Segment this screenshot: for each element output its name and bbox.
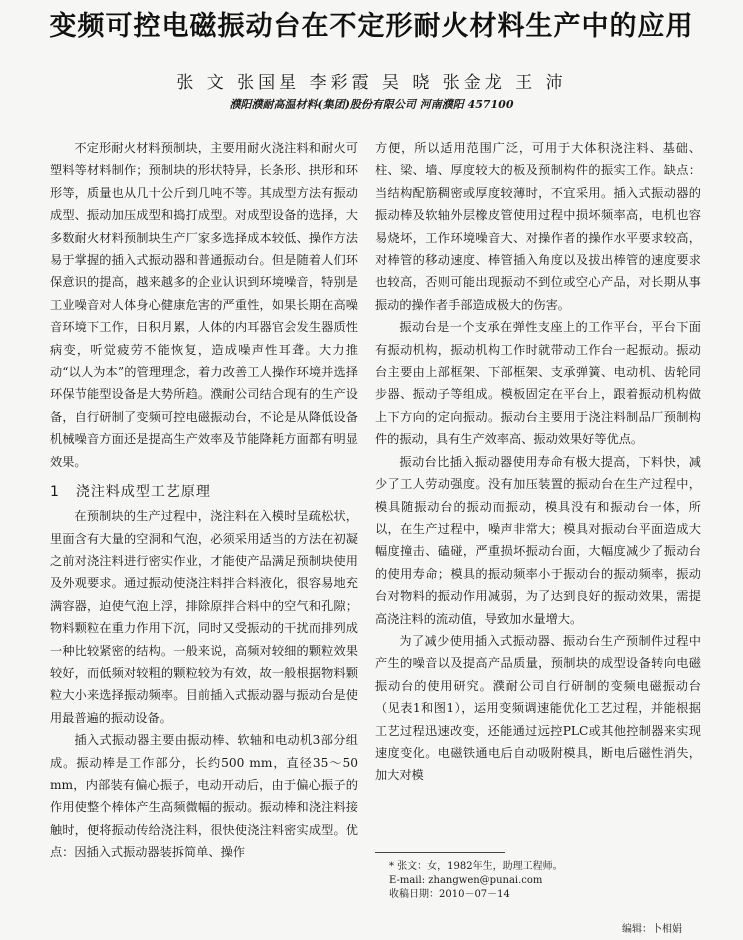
footnote-received-date: 收稿日期：2010－07－14 — [389, 889, 510, 900]
comparison-paragraph: 振动台比插入振动器使用寿命有极大提高，下料快，减少了工人劳动强度。没有加压装置的振动台在生产过程中，模具随振动台的振动而振动，模具没有和振动台一体，所以，在生产过程中，噪声非常大；模具对振动台平面造成大幅度撞击、磕碰，严重损坏振动台面，大幅度减少了振动台的使用寿命；模具的振动频率小于振动台的振动频率，振动台对物料的振动作用减弱，为了达到良好的振动效果，需提高浇注料的流动值，导致加水量增大。 — [375, 454, 701, 626]
research-paragraph: 为了减少使用插入式振动器、振动台生产预制件过程中产生的噪音以及提高产品质量，预制块的成型设备转向电磁振动台的使用研究。濮耐公司自行研制的变频电磁振动台（见表1和图1），运用变频调速能优化工艺过程，并能根据工艺过程迅速改变，还能通过远控PLC或其他控制器来实现速度变化。电磁铁通电后自动吸附模具，断电后磁性消失，加大对模 — [375, 633, 701, 783]
footnote-divider — [375, 852, 505, 853]
affiliation: 濮阳濮耐高温材料(集团)股份有限公司 河南濮阳 457100 — [229, 98, 514, 111]
footnote — [375, 860, 701, 902]
section-heading — [50, 481, 358, 503]
author-list: 张 文 张国星 李彩霞 吴 晓 张金龙 王 沛 — [176, 73, 567, 93]
footnote-author-text: 张文：女，1982年生，助理工程师。 — [397, 861, 563, 872]
vibration-table-paragraph: 振动台是一个支承在弹性支座上的工作平台，平台下面有振动机构，振动机构工作时就带动工作台一起振动。振动台主要由上部框架、下部框架、支承弹簧、电动机、齿轮同步器、振动子等组成。模板固定在平台上，跟着振动机构做上下方向的定向振动。振动台主要用于浇注料制品厂预制构件的振动，具有生产效率高、振动效果好等优点。 — [375, 320, 701, 447]
editor-credit: 编辑：卜相娟 — [622, 924, 682, 935]
paper-title: 变频可控电磁振动台在不定形耐火材料生产中的应用 — [49, 11, 694, 42]
intro-paragraph: 不定形耐火材料预制块，主要用耐火浇注料和耐火可塑料等材料制作；预制块的形状特异，长条形、拱形和环形等，质量也从几十公斤到几吨不等。其成型方法有振动成型、振动加压成型和捣打成型。对成型设备的选择，大多数耐火材料预制块生产厂家多选择成本较低、操作方法易于掌握的插入式振动器和普通振动台。但是随着人们环保意识的提高，越来越多的企业认识到环境噪音，特别是工业噪音对人体身心健康危害的严重性，如果长期在高噪音环境下工作，日积月累，人体的内耳器官会发生器质性病变，听觉疲劳不能恢复，造成噪声性耳聋。大力推动“以人为本”的管理理念，着力改善工人操作环境并选择环保节能型设备是大势所趋。濮耐公司结合现有的生产设备，自行研制了变频可控电磁振动台，不论是从降低设备机械噪音方面还是提高生产效率及节能降耗方面都有明显效果。 — [50, 141, 358, 469]
left-column — [50, 137, 358, 864]
right-column — [375, 137, 701, 787]
section-paragraph-1: 在预制块的生产过程中，浇注料在入模时呈疏松状，里面含有大量的空洞和气泡，必须采用适当的方法在初凝之前对浇注料进行密实作业，才能使产品满足预制块使用及外观要求。通过振动使浇注料拌合料液化，很容易地充满容器，迫使气泡上浮，排除原拌合料中的空气和孔隙；物料颗粒在重力作用下沉，同时又受振动的干扰而排列成一种比较紧密的结构。一般来说，高频对较细的颗粒效果较好，而低频对较粗的颗粒较为有效，故一般根据物料颗粒大小来选择振动频率。目前插入式振动器与振动台是使用最普遍的振动设备。 — [50, 509, 358, 725]
section-number: 1 — [50, 484, 60, 501]
section-paragraph-2: 插入式振动器主要由振动棒、软轴和电动机3部分组成。振动棒是工作部分，长约500 mm，直径35～50 mm，内部装有偏心振子，电动开动后，由于偏心振子的作用使整个棒体产生高频微幅的振动。振动棒和浇注料接触时，便将振动传给浇注料，很快使浇注料密实成型。优点：因插入式振动器装拆简单、操作 — [50, 733, 358, 860]
footnote-email: E-mail: zhangwen@punai.com — [389, 875, 543, 886]
footnote-author-info: * 张文：女，1982年生，助理工程师。 — [389, 861, 563, 872]
section-title: 浇注料成型工艺原理 — [75, 484, 211, 501]
continued-paragraph: 方便，所以适用范围广泛，可用于大体积浇注料、基础、柱、梁、墙、厚度较大的板及预制构件的振实工作。缺点：当结构配筋稠密或厚度较薄时，不宜采用。插入式振动器的振动棒及软轴外层橡皮管使用过程中损坏频率高，电机也容易烧坏，工作环境噪音大、对操作者的操作水平要求较高，对棒管的移动速度、棒管插入角度以及拔出棒管的速度要求也较高，否则可能出现振动不到位或空心产品，对长期从事振动的操作者手部造成极大的伤害。 — [375, 141, 701, 312]
